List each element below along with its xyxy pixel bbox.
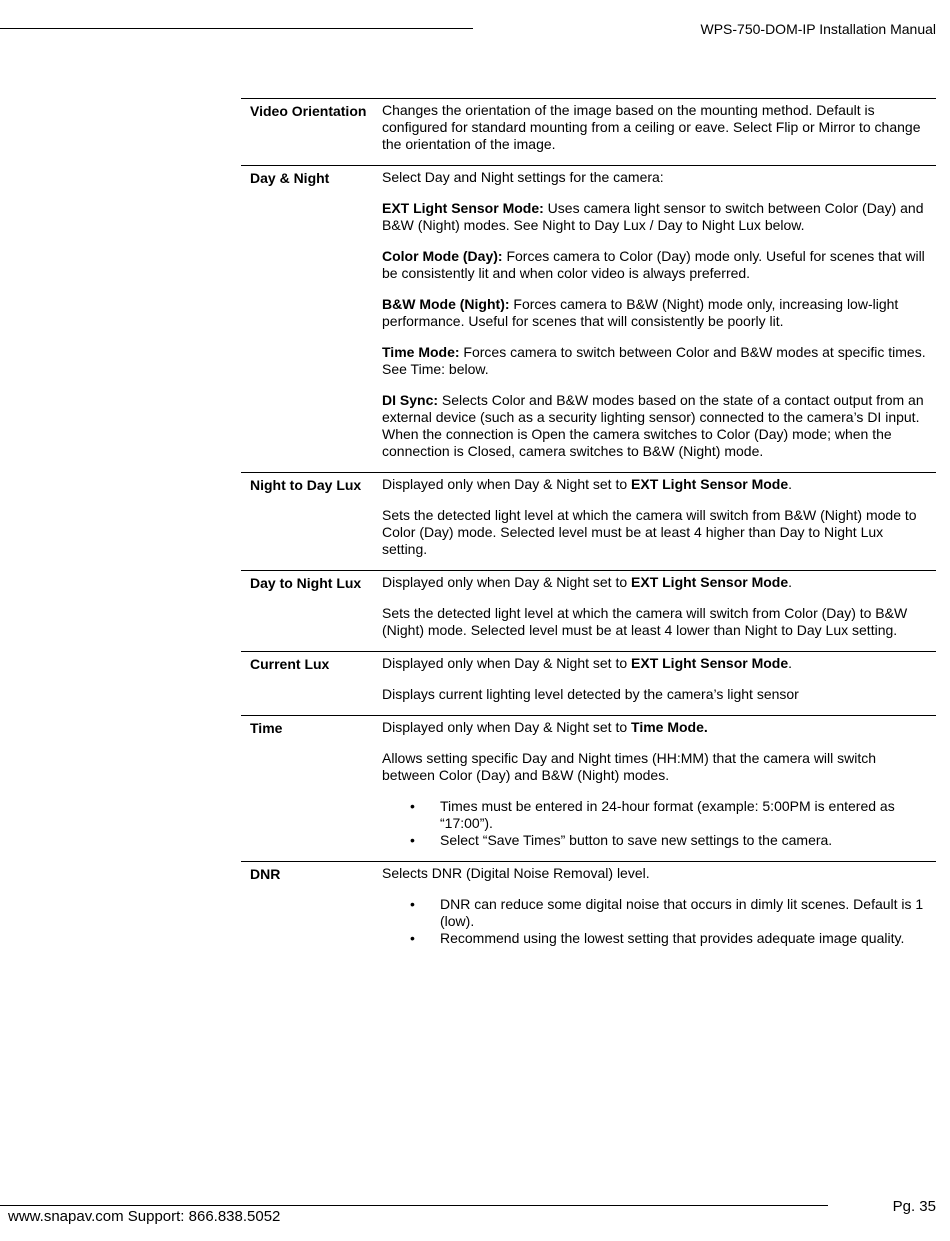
paragraph-text: Uses camera light sensor to switch between Color (Day) and B&W (Night) modes. See Night to Day Lux / Day to Night Lux below. (382, 200, 924, 233)
setting-row (241, 716, 936, 862)
description-paragraph (382, 102, 926, 153)
setting-row (241, 166, 936, 473)
paragraph-text: Forces camera to Color (Day) mode only. Useful for scenes that will be consistently lit and when color video is always preferred. (382, 248, 925, 281)
paragraph-prefix: Displayed only when Day & Night set to (382, 719, 632, 735)
setting-description (374, 862, 936, 960)
setting-description (374, 652, 936, 716)
paragraph-lead: B&W Mode (Night): (382, 296, 510, 312)
setting-description (374, 571, 936, 652)
paragraph-lead: EXT Light Sensor Mode (631, 476, 789, 492)
footer-contact: www.snapav.com Support: 866.838.5052 (8, 1208, 281, 1225)
paragraph-lead: EXT Light Sensor Mode (631, 655, 789, 671)
description-paragraph (382, 655, 926, 672)
setting-description (374, 166, 936, 473)
paragraph-text: Displays current lighting level detected by the camera’s light sensor (382, 686, 799, 702)
bullet-dot-icon: • (410, 832, 415, 848)
paragraph-text: Allows setting specific Day and Night times (HH:MM) that the camera will switch between Color (Day) and B&W (Night) modes. (382, 750, 877, 783)
bullet-list (382, 798, 926, 849)
setting-row (241, 862, 936, 960)
description-paragraph (382, 200, 926, 234)
bullet-item (382, 896, 926, 930)
description-paragraph (382, 507, 926, 558)
bullet-text: Select “Save Times” button to save new settings to the camera. (440, 832, 833, 848)
settings-table-body (241, 99, 936, 960)
description-paragraph (382, 296, 926, 330)
page-number: Pg. 35 (892, 1198, 936, 1215)
header-title: WPS-750-DOM-IP Installation Manual (700, 21, 936, 37)
description-paragraph (382, 574, 926, 591)
description-paragraph (382, 686, 926, 703)
setting-row (241, 652, 936, 716)
bullet-item (382, 832, 926, 849)
setting-term: Day to Night Lux (241, 571, 374, 652)
paragraph-lead: Time Mode. (631, 719, 708, 735)
paragraph-lead: EXT Light Sensor Mode: (382, 200, 544, 216)
paragraph-prefix: Displayed only when Day & Night set to (382, 574, 632, 590)
paragraph-lead: Time Mode: (382, 344, 460, 360)
paragraph-lead: Color Mode (Day): (382, 248, 503, 264)
bullet-item (382, 798, 926, 832)
bullet-text: Recommend using the lowest setting that provides adequate image quality. (440, 930, 905, 946)
description-paragraph (382, 169, 926, 186)
setting-term: Current Lux (241, 652, 374, 716)
description-paragraph (382, 719, 926, 736)
setting-term: Video Orientation (241, 99, 374, 166)
setting-description (374, 99, 936, 166)
paragraph-text: Select Day and Night settings for the camera: (382, 169, 664, 185)
paragraph-text: Forces camera to B&W (Night) mode only, increasing low-light performance. Useful for scenes that will consistently be poorly lit. (382, 296, 899, 329)
paragraph-text: Changes the orientation of the image based on the mounting method. Default is configured for standard mounting from a ceiling or eave. Select Flip or Mirror to change the orientation of the image. (382, 102, 921, 152)
description-paragraph (382, 392, 926, 460)
description-paragraph (382, 476, 926, 493)
paragraph-text: Selects Color and B&W modes based on the state of a contact output from an external device (such as a security lighting sensor) connected to the camera’s DI input. When the connection is Open the camera switches to Color (Day) mode; when the connection is Closed, camera switches to B&W (Night) mode. (382, 392, 924, 459)
bullet-dot-icon: • (410, 798, 415, 814)
header-rule (0, 28, 473, 29)
setting-description (374, 473, 936, 571)
bullet-text: DNR can reduce some digital noise that occurs in dimly lit scenes. Default is 1 (low). (440, 896, 924, 929)
paragraph-lead: DI Sync: (382, 392, 439, 408)
bullet-list (382, 896, 926, 947)
paragraph-text: . (788, 476, 793, 492)
paragraph-text: Forces camera to switch between Color and B&W modes at specific times. See Time: below. (382, 344, 926, 377)
bullet-text: Times must be entered in 24-hour format (example: 5:00PM is entered as “17:00”). (440, 798, 895, 831)
settings-table (241, 98, 936, 959)
description-paragraph (382, 865, 926, 882)
paragraph-prefix: Displayed only when Day & Night set to (382, 655, 632, 671)
setting-row (241, 571, 936, 652)
paragraph-lead: EXT Light Sensor Mode (631, 574, 789, 590)
setting-description (374, 716, 936, 862)
setting-term: Time (241, 716, 374, 862)
paragraph-text: Sets the detected light level at which the camera will switch from B&W (Night) mode to Color (Day) mode. Selected level must be at least 4 higher than Day to Night Lux setting. (382, 507, 917, 557)
paragraph-text: . (788, 574, 793, 590)
setting-row (241, 99, 936, 166)
paragraph-prefix: Displayed only when Day & Night set to (382, 476, 632, 492)
paragraph-text: . (788, 655, 793, 671)
description-paragraph (382, 248, 926, 282)
description-paragraph (382, 344, 926, 378)
setting-row (241, 473, 936, 571)
setting-term: Night to Day Lux (241, 473, 374, 571)
bullet-dot-icon: • (410, 896, 415, 912)
bullet-item (382, 930, 926, 947)
footer-rule (0, 1205, 828, 1206)
bullet-dot-icon: • (410, 930, 415, 946)
setting-term: Day & Night (241, 166, 374, 473)
setting-term: DNR (241, 862, 374, 960)
paragraph-text: Sets the detected light level at which the camera will switch from Color (Day) to B&W (Night) mode. Selected level must be at least 4 lower than Night to Day Lux setting. (382, 605, 908, 638)
paragraph-text: Selects DNR (Digital Noise Removal) level. (382, 865, 650, 881)
description-paragraph (382, 605, 926, 639)
description-paragraph (382, 750, 926, 784)
